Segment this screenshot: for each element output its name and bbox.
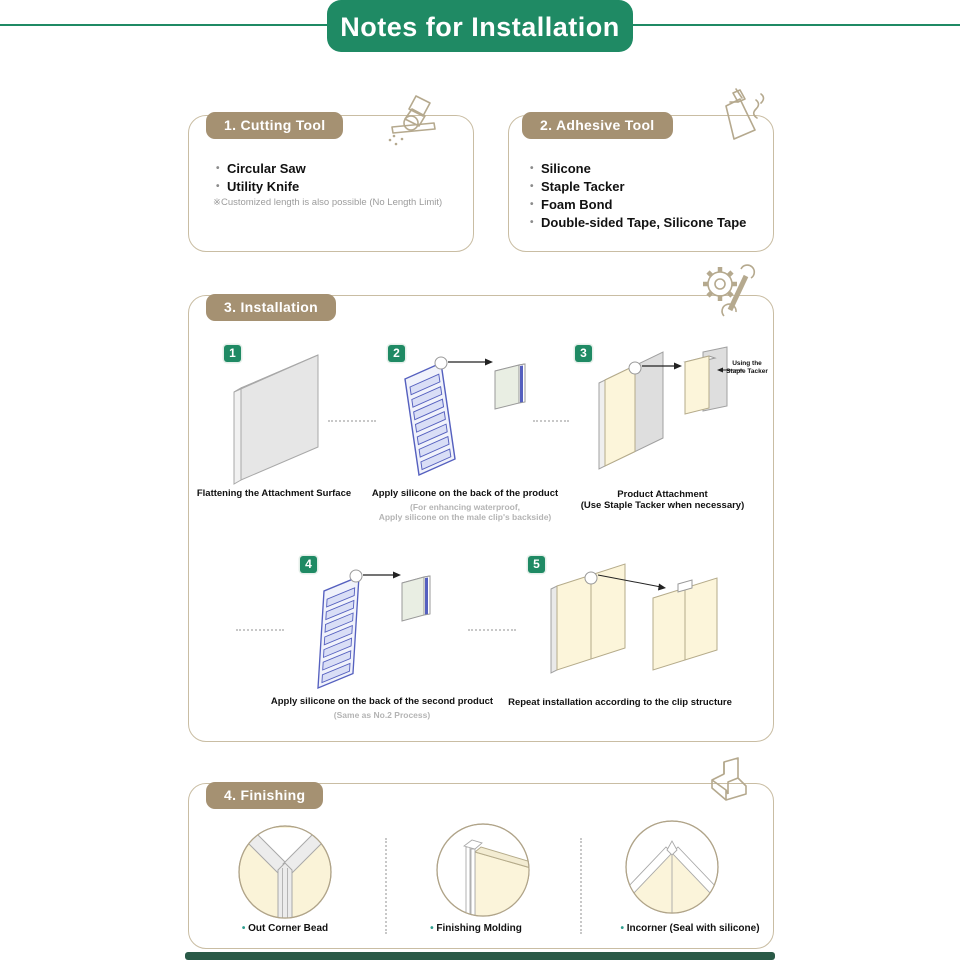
- step5-caption: Repeat installation according to the clip structure: [508, 697, 732, 708]
- list-item-label: Foam Bond: [541, 197, 613, 212]
- finishing-molding-illustration: [435, 822, 531, 918]
- step2-silicone-illustration: [385, 353, 535, 485]
- page-title: Notes for Installation: [327, 0, 633, 52]
- list-item-label: Utility Knife: [227, 179, 300, 194]
- list-item-label: Staple Tacker: [541, 179, 625, 194]
- step2-subcaption: Apply silicone on the male clip's backside): [378, 512, 552, 522]
- annotation-line: Staple Tacker: [726, 368, 768, 375]
- step3-caption: Product Attachment: [617, 489, 708, 500]
- list-item: [530, 196, 746, 214]
- list-item: [216, 160, 306, 178]
- step4-subcaption: (Same as No.2 Process): [333, 710, 431, 720]
- bottom-bar: [185, 952, 775, 960]
- step2-caption-block: [355, 488, 575, 522]
- step-number-3: 3: [575, 345, 592, 362]
- list-item-label: Silicone: [541, 161, 591, 176]
- step1-panel-illustration: [228, 348, 324, 486]
- step2-subcaption: (For enhancing waterproof,: [409, 502, 521, 512]
- finishing-label-finishing-molding: • Finishing Molding: [396, 923, 556, 934]
- step4-caption-block: [268, 696, 496, 720]
- step4-silicone-illustration: [298, 563, 440, 695]
- section-title-finishing: 4. Finishing: [206, 782, 323, 809]
- out-corner-bead-illustration: [237, 824, 333, 920]
- circular-saw-icon: [378, 93, 440, 149]
- annotation-line: Using the: [732, 360, 762, 367]
- silicone-tube-icon: [700, 86, 766, 148]
- cutting-note: ※Customized length is also possible (No Length Limit): [213, 197, 443, 208]
- cutting-tool-list: [216, 160, 306, 196]
- step-number-2: 2: [388, 345, 405, 362]
- dotted-separator: [236, 629, 284, 631]
- dotted-divider: [385, 838, 387, 934]
- list-item-label: Circular Saw: [227, 161, 306, 176]
- incorner-illustration: [624, 819, 720, 915]
- dotted-separator: [328, 420, 376, 422]
- list-item: [216, 178, 306, 196]
- step1-caption: Flattening the Attachment Surface: [196, 488, 352, 499]
- dotted-separator: [468, 629, 516, 631]
- step-number-1: 1: [224, 345, 241, 362]
- list-item: [530, 160, 746, 178]
- corner-molding-icon: [702, 756, 756, 810]
- step3-caption2: (Use Staple Tacker when necessary): [580, 500, 745, 511]
- list-item: [530, 214, 746, 232]
- section-title-cutting: 1. Cutting Tool: [206, 112, 343, 139]
- step3-annotation: [722, 360, 772, 376]
- finishing-label-out-corner-bead: • Out Corner Bead: [205, 923, 365, 934]
- list-item-label: Double-sided Tape, Silicone Tape: [541, 215, 747, 230]
- step-number-5: 5: [528, 556, 545, 573]
- section-title-installation: 3. Installation: [206, 294, 336, 321]
- step3-caption-block: [555, 489, 770, 511]
- gear-wrench-icon: [694, 262, 760, 322]
- step4-caption: Apply silicone on the back of the second product: [270, 696, 494, 707]
- dotted-divider: [580, 838, 582, 934]
- finishing-label-incorner: • Incorner (Seal with silicone): [590, 923, 790, 934]
- section-title-adhesive: 2. Adhesive Tool: [522, 112, 673, 139]
- step5-repeat-illustration: [545, 558, 730, 694]
- adhesive-tool-list: [530, 160, 746, 232]
- step-number-4: 4: [300, 556, 317, 573]
- step2-caption: Apply silicone on the back of the product: [371, 488, 559, 499]
- list-item: [530, 178, 746, 196]
- dotted-separator: [533, 420, 569, 422]
